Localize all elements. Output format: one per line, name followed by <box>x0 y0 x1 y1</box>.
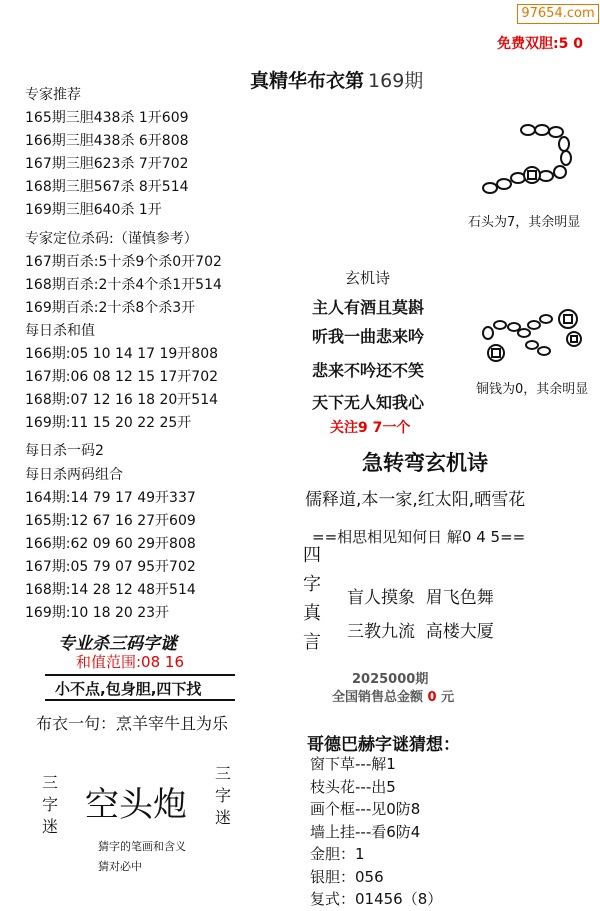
title-text: 真精华布衣第 <box>250 70 365 92</box>
zimi-right-label: 三字迷 <box>214 764 231 827</box>
turn-poem-title: 急转弯玄机诗 <box>362 451 488 475</box>
daily-sum-list <box>25 343 218 435</box>
zimi-left-label: 三字迷 <box>41 773 58 836</box>
poem-heading: 玄机诗 <box>345 269 391 287</box>
poem-line: 听我一曲悲来吟 <box>312 327 425 346</box>
coin-chain-picture <box>478 303 588 373</box>
riddle3-title: 专业杀三码字谜 <box>58 634 177 654</box>
poem-focus: 关注9 7一个 <box>330 420 411 436</box>
four-char-row2: 三教九流 高楼大厦 <box>347 622 494 642</box>
daily-two-list <box>25 487 196 625</box>
experts-list <box>25 107 189 222</box>
zimi-hint1: 猜字的笔画和含义 <box>98 840 186 853</box>
page-title <box>250 66 423 93</box>
list-item: 金胆：1 <box>310 845 365 863</box>
sales-amount: 0 <box>427 690 437 705</box>
divider <box>45 674 235 676</box>
stone-chain-picture <box>480 120 580 200</box>
daily-sum-heading: 每日杀和值 <box>25 323 95 339</box>
goethe-list <box>310 753 442 911</box>
list-item: 169期:10 18 20 23开 <box>25 605 170 621</box>
list-item: 169期三胆640杀 1开 <box>25 202 162 218</box>
four-char-row1: 盲人摸象 眉飞色舞 <box>347 588 494 608</box>
list-item: 银胆：056 <box>310 867 384 886</box>
list-item: 166期:62 09 60 29开808 <box>25 536 196 552</box>
list-item: 枝头花---出5 <box>310 777 396 796</box>
position-kill-list <box>25 251 222 320</box>
list-item: 169期百杀:2十杀8个杀3开 <box>25 300 196 316</box>
poem-line: 天下无人知我心 <box>312 393 425 412</box>
goethe-title: 哥德巴赫字谜猜想： <box>307 735 460 755</box>
turn-poem-line2: ==相思相见知何日 解0 4 5== <box>312 528 526 546</box>
list-item: 167期:05 79 07 95开702 <box>25 559 196 575</box>
coin-caption: 铜钱为0，其余明显 <box>476 382 589 397</box>
four-char-label: 四 字 真 言 <box>303 545 321 653</box>
daily-two-heading: 每日杀两码组合 <box>25 467 123 483</box>
poem-line: 悲来不吟还不笑 <box>312 361 425 380</box>
free-pair: 免费双胆:5 0 <box>497 36 583 52</box>
zimi-hint2: 猜对必中 <box>98 860 142 873</box>
list-item: 168期:07 12 16 18 20开514 <box>25 392 219 408</box>
list-item: 167期:06 08 12 15 17开702 <box>25 369 219 385</box>
position-kill-heading: 专家定位杀码:（谨慎参考） <box>25 231 198 247</box>
list-item: 168期百杀:2十杀4个杀1开514 <box>25 277 222 293</box>
riddle3-sum-range: 和值范围:08 16 <box>76 653 184 671</box>
riddle3-phrase: 小不点,包身胆,四下找 <box>55 680 202 698</box>
list-item: 窗下草---解1 <box>310 755 396 773</box>
poem-line: 主人有酒且莫斟 <box>312 298 425 317</box>
list-item: 164期:14 79 17 49开337 <box>25 490 196 506</box>
list-item: 画个框---见0防8 <box>310 800 421 818</box>
daily-one-heading: 每日杀一码2 <box>25 443 104 459</box>
list-item: 168期三胆567杀 8开514 <box>25 179 189 195</box>
turn-poem-line1: 儒释道,本一家,红太阳,晒雪花 <box>305 490 526 510</box>
zimi-main: 空头炮 <box>85 785 187 825</box>
list-item: 166期三胆438杀 6开808 <box>25 133 189 149</box>
list-item: 169期:11 15 20 22 25开 <box>25 415 192 431</box>
buyi-line: 布衣一句：烹羊宰牛且为乐 <box>36 714 229 733</box>
list-item: 复式：01456（8） <box>310 890 443 908</box>
sales-line: 全国销售总金额 0 元 <box>332 690 455 705</box>
list-item: 165期:12 67 16 27开609 <box>25 513 196 529</box>
list-item: 墙上挂---看6防4 <box>310 822 421 841</box>
sales-issue: 2025000期 <box>352 672 429 687</box>
experts-heading: 专家推荐 <box>25 87 81 103</box>
list-item: 167期三胆623杀 7开702 <box>25 156 189 172</box>
list-item: 166期:05 10 14 17 19开808 <box>25 346 219 362</box>
site-logo: 97654.com <box>517 4 599 24</box>
list-item: 167期百杀:5十杀9个杀0开702 <box>25 254 222 270</box>
title-issue: 169期 <box>368 70 424 92</box>
list-item: 165期三胆438杀 1开609 <box>25 110 189 126</box>
list-item: 168期:14 28 12 48开514 <box>25 582 196 598</box>
stone-caption: 石头为7，其余明显 <box>468 215 581 230</box>
divider <box>45 699 235 701</box>
